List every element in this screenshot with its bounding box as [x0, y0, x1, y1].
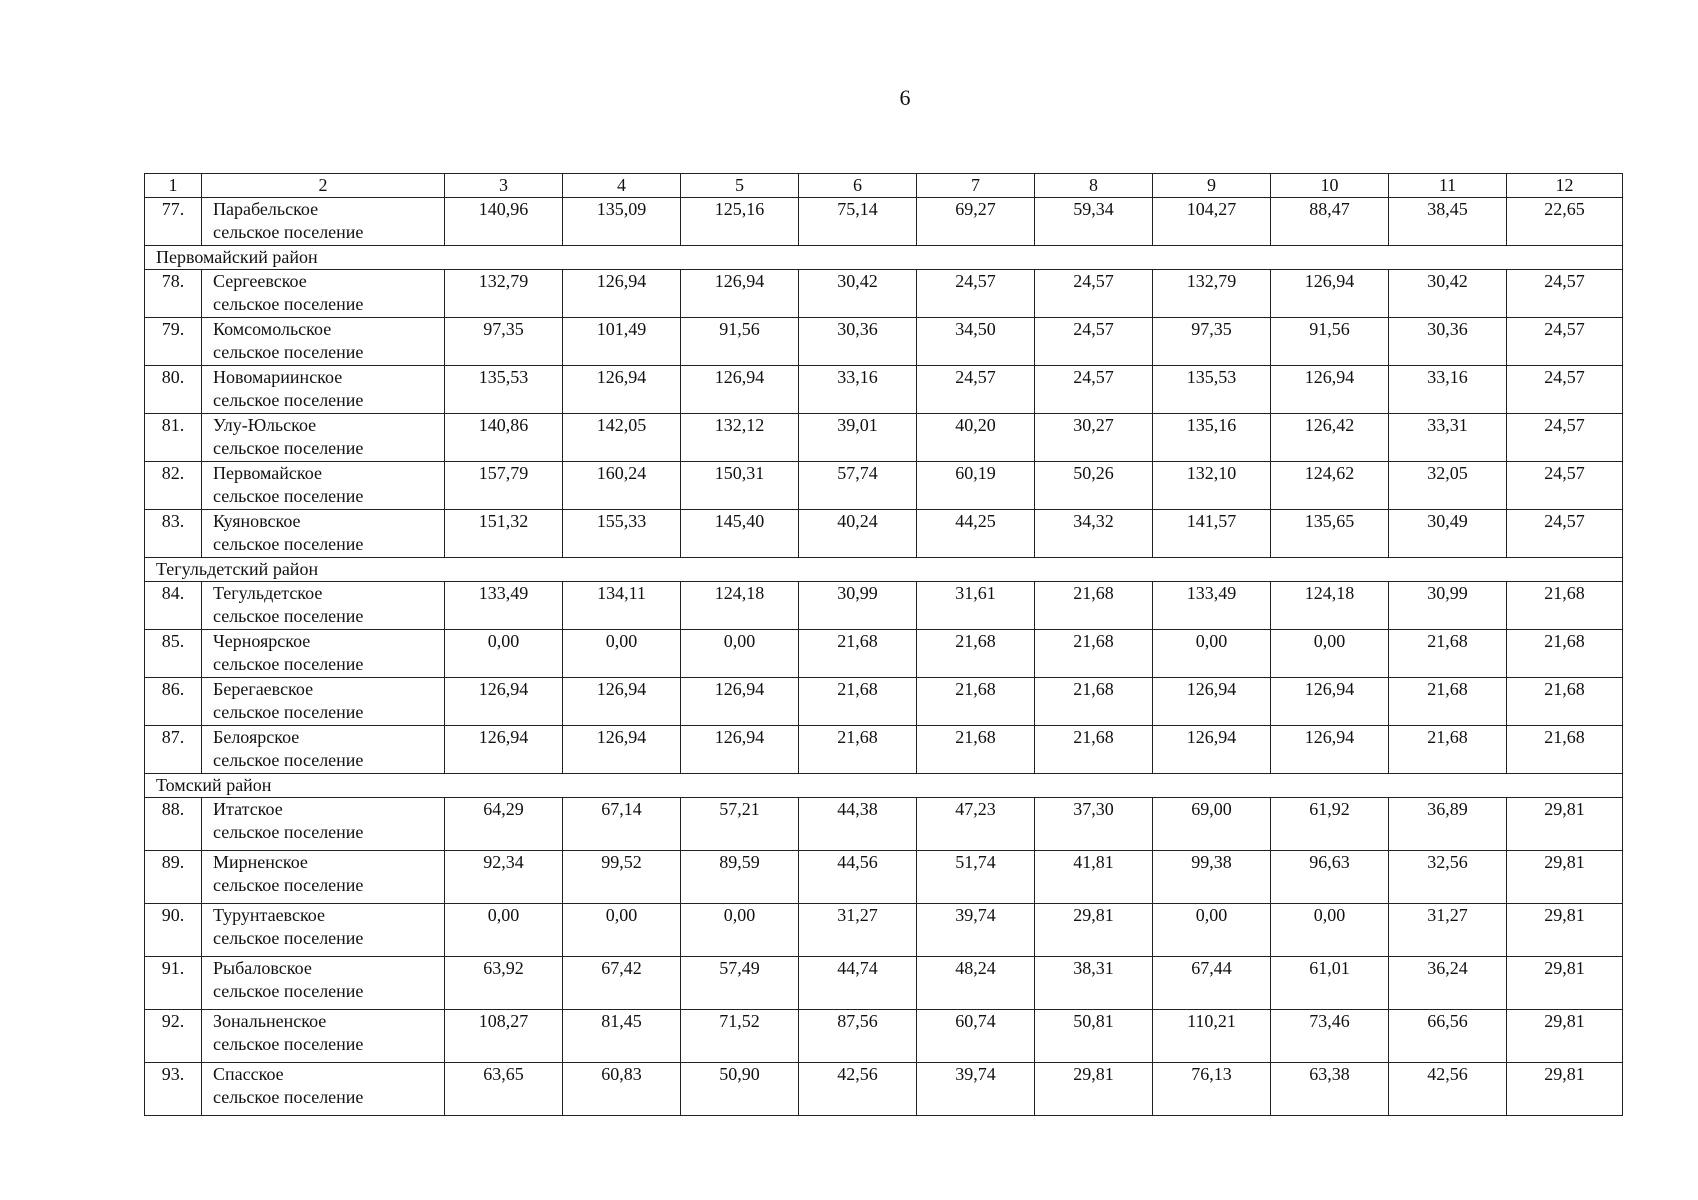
value-cell-col-4: 67,42 — [563, 957, 681, 1010]
value-cell-col-7: 39,74 — [917, 1063, 1035, 1116]
row-number: 78. — [145, 270, 202, 318]
value-cell-col-4: 0,00 — [563, 630, 681, 678]
value-cell-col-4: 81,45 — [563, 1010, 681, 1063]
value-cell-col-7: 31,61 — [917, 582, 1035, 630]
value-cell-col-12: 24,57 — [1507, 414, 1623, 462]
value-cell-col-8: 38,31 — [1035, 957, 1153, 1010]
settlement-name: Улу-Юльское — [213, 415, 317, 435]
value-cell-col-7: 39,74 — [917, 904, 1035, 957]
value-cell-col-11: 31,27 — [1389, 904, 1507, 957]
value-cell-col-12: 24,57 — [1507, 318, 1623, 366]
value-cell-col-4: 142,05 — [563, 414, 681, 462]
table-row — [145, 510, 1623, 558]
value-cell-col-4: 126,94 — [563, 366, 681, 414]
value-cell-col-8: 21,68 — [1035, 726, 1153, 774]
table-row — [145, 1010, 1623, 1063]
value-cell-col-3: 126,94 — [445, 678, 563, 726]
settlement-name: Спасское — [213, 1064, 284, 1084]
value-cell-col-7: 44,25 — [917, 510, 1035, 558]
settlement-name-cell — [202, 798, 445, 851]
value-cell-col-3: 140,86 — [445, 414, 563, 462]
value-cell-col-8: 50,26 — [1035, 462, 1153, 510]
settlement-name: Новомариинское — [213, 367, 343, 387]
row-number: 90. — [145, 904, 202, 957]
value-cell-col-3: 126,94 — [445, 726, 563, 774]
value-cell-col-12: 21,68 — [1507, 726, 1623, 774]
value-cell-col-6: 87,56 — [799, 1010, 917, 1063]
row-number: 81. — [145, 414, 202, 462]
table-row — [145, 462, 1623, 510]
value-cell-col-9: 132,10 — [1153, 462, 1271, 510]
value-cell-col-6: 21,68 — [799, 630, 917, 678]
value-cell-col-8: 21,68 — [1035, 630, 1153, 678]
value-cell-col-4: 126,94 — [563, 678, 681, 726]
value-cell-col-7: 24,57 — [917, 270, 1035, 318]
settlement-type: сельское поселение — [213, 606, 364, 626]
value-cell-col-3: 0,00 — [445, 630, 563, 678]
value-cell-col-9: 141,57 — [1153, 510, 1271, 558]
value-cell-col-11: 21,68 — [1389, 630, 1507, 678]
table-row — [145, 957, 1623, 1010]
settlement-type: сельское поселение — [213, 486, 364, 506]
value-cell-col-5: 150,31 — [681, 462, 799, 510]
table-row — [145, 1063, 1623, 1116]
value-cell-col-11: 30,99 — [1389, 582, 1507, 630]
value-cell-col-9: 0,00 — [1153, 630, 1271, 678]
row-number: 80. — [145, 366, 202, 414]
value-cell-col-8: 37,30 — [1035, 798, 1153, 851]
value-cell-col-7: 47,23 — [917, 798, 1035, 851]
value-cell-col-12: 24,57 — [1507, 462, 1623, 510]
column-header-12: 12 — [1507, 174, 1623, 198]
value-cell-col-12: 29,81 — [1507, 957, 1623, 1010]
settlement-name-cell — [202, 510, 445, 558]
column-header-11: 11 — [1389, 174, 1507, 198]
value-cell-col-10: 126,42 — [1271, 414, 1389, 462]
value-cell-col-11: 66,56 — [1389, 1010, 1507, 1063]
column-header-6: 6 — [799, 174, 917, 198]
value-cell-col-4: 101,49 — [563, 318, 681, 366]
value-cell-col-3: 151,32 — [445, 510, 563, 558]
value-cell-col-5: 89,59 — [681, 851, 799, 904]
value-cell-col-10: 0,00 — [1271, 630, 1389, 678]
settlement-name: Парабельское — [213, 199, 319, 219]
settlement-type: сельское поселение — [213, 750, 364, 770]
value-cell-col-5: 124,18 — [681, 582, 799, 630]
value-cell-col-5: 57,49 — [681, 957, 799, 1010]
settlement-name: Мирненское — [213, 852, 308, 872]
value-cell-col-11: 36,89 — [1389, 798, 1507, 851]
value-cell-col-10: 61,01 — [1271, 957, 1389, 1010]
settlement-type: сельское поселение — [213, 294, 364, 314]
value-cell-col-12: 29,81 — [1507, 904, 1623, 957]
value-cell-col-10: 135,65 — [1271, 510, 1389, 558]
column-header-4: 4 — [563, 174, 681, 198]
value-cell-col-9: 104,27 — [1153, 198, 1271, 246]
value-cell-col-9: 110,21 — [1153, 1010, 1271, 1063]
value-cell-col-3: 132,79 — [445, 270, 563, 318]
table-row — [145, 318, 1623, 366]
value-cell-col-12: 29,81 — [1507, 798, 1623, 851]
settlement-name: Белоярское — [213, 727, 300, 747]
settlement-name: Тегульдетское — [213, 583, 323, 603]
table-row — [145, 798, 1623, 851]
value-cell-col-6: 30,42 — [799, 270, 917, 318]
value-cell-col-3: 108,27 — [445, 1010, 563, 1063]
value-cell-col-5: 125,16 — [681, 198, 799, 246]
settlement-name: Комсомольское — [213, 319, 332, 339]
value-cell-col-4: 99,52 — [563, 851, 681, 904]
value-cell-col-6: 42,56 — [799, 1063, 917, 1116]
settlement-name: Турунтаевское — [213, 905, 325, 925]
value-cell-col-8: 34,32 — [1035, 510, 1153, 558]
value-cell-col-9: 133,49 — [1153, 582, 1271, 630]
value-cell-col-10: 96,63 — [1271, 851, 1389, 904]
settlement-type: сельское поселение — [213, 390, 364, 410]
value-cell-col-9: 135,16 — [1153, 414, 1271, 462]
value-cell-col-11: 32,56 — [1389, 851, 1507, 904]
row-number: 79. — [145, 318, 202, 366]
settlement-name: Сергеевское — [213, 271, 307, 291]
value-cell-col-8: 30,27 — [1035, 414, 1153, 462]
row-number: 82. — [145, 462, 202, 510]
value-cell-col-7: 21,68 — [917, 630, 1035, 678]
row-number: 77. — [145, 198, 202, 246]
value-cell-col-10: 126,94 — [1271, 366, 1389, 414]
value-cell-col-11: 32,05 — [1389, 462, 1507, 510]
table-row — [145, 630, 1623, 678]
value-cell-col-11: 38,45 — [1389, 198, 1507, 246]
settlement-name-cell — [202, 270, 445, 318]
value-cell-col-8: 24,57 — [1035, 366, 1153, 414]
settlement-type: сельское поселение — [213, 1034, 364, 1054]
column-header-7: 7 — [917, 174, 1035, 198]
value-cell-col-5: 50,90 — [681, 1063, 799, 1116]
value-cell-col-11: 33,31 — [1389, 414, 1507, 462]
value-cell-col-8: 29,81 — [1035, 904, 1153, 957]
value-cell-col-6: 33,16 — [799, 366, 917, 414]
district-name: Первомайский район — [145, 246, 1623, 270]
value-cell-col-4: 0,00 — [563, 904, 681, 957]
value-cell-col-12: 24,57 — [1507, 510, 1623, 558]
value-cell-col-9: 0,00 — [1153, 904, 1271, 957]
settlement-name-cell — [202, 630, 445, 678]
value-cell-col-9: 126,94 — [1153, 726, 1271, 774]
settlement-name: Рыбаловское — [213, 958, 312, 978]
value-cell-col-12: 21,68 — [1507, 630, 1623, 678]
value-cell-col-7: 21,68 — [917, 726, 1035, 774]
column-header-8: 8 — [1035, 174, 1153, 198]
value-cell-col-6: 40,24 — [799, 510, 917, 558]
value-cell-col-12: 21,68 — [1507, 678, 1623, 726]
value-cell-col-4: 134,11 — [563, 582, 681, 630]
value-cell-col-11: 42,56 — [1389, 1063, 1507, 1116]
settlement-name-cell — [202, 414, 445, 462]
table-row — [145, 414, 1623, 462]
district-row — [145, 558, 1623, 582]
value-cell-col-10: 88,47 — [1271, 198, 1389, 246]
settlement-name-cell — [202, 726, 445, 774]
district-name: Томский район — [145, 774, 1623, 798]
value-cell-col-11: 21,68 — [1389, 678, 1507, 726]
settlement-name-cell — [202, 851, 445, 904]
value-cell-col-12: 22,65 — [1507, 198, 1623, 246]
table-row — [145, 270, 1623, 318]
value-cell-col-6: 30,99 — [799, 582, 917, 630]
row-number: 87. — [145, 726, 202, 774]
value-cell-col-9: 69,00 — [1153, 798, 1271, 851]
value-cell-col-10: 126,94 — [1271, 726, 1389, 774]
column-header-5: 5 — [681, 174, 799, 198]
value-cell-col-10: 0,00 — [1271, 904, 1389, 957]
value-cell-col-11: 30,49 — [1389, 510, 1507, 558]
value-cell-col-7: 51,74 — [917, 851, 1035, 904]
settlement-type: сельское поселение — [213, 654, 364, 674]
value-cell-col-3: 140,96 — [445, 198, 563, 246]
value-cell-col-7: 21,68 — [917, 678, 1035, 726]
settlement-name-cell — [202, 582, 445, 630]
value-cell-col-9: 132,79 — [1153, 270, 1271, 318]
value-cell-col-4: 135,09 — [563, 198, 681, 246]
value-cell-col-12: 29,81 — [1507, 1063, 1623, 1116]
row-number: 93. — [145, 1063, 202, 1116]
value-cell-col-12: 29,81 — [1507, 851, 1623, 904]
settlement-name: Итатское — [213, 799, 283, 819]
value-cell-col-3: 0,00 — [445, 904, 563, 957]
value-cell-col-6: 30,36 — [799, 318, 917, 366]
value-cell-col-9: 135,53 — [1153, 366, 1271, 414]
settlement-name-cell — [202, 1063, 445, 1116]
table-row — [145, 582, 1623, 630]
value-cell-col-8: 21,68 — [1035, 678, 1153, 726]
value-cell-col-10: 63,38 — [1271, 1063, 1389, 1116]
value-cell-col-5: 126,94 — [681, 270, 799, 318]
value-cell-col-9: 99,38 — [1153, 851, 1271, 904]
value-cell-col-12: 29,81 — [1507, 1010, 1623, 1063]
value-cell-col-4: 67,14 — [563, 798, 681, 851]
column-header-10: 10 — [1271, 174, 1389, 198]
value-cell-col-3: 92,34 — [445, 851, 563, 904]
district-name: Тегульдетский район — [145, 558, 1623, 582]
settlement-name-cell — [202, 1010, 445, 1063]
table-row — [145, 904, 1623, 957]
value-cell-col-11: 30,36 — [1389, 318, 1507, 366]
value-cell-col-4: 160,24 — [563, 462, 681, 510]
row-number: 84. — [145, 582, 202, 630]
value-cell-col-11: 21,68 — [1389, 726, 1507, 774]
value-cell-col-9: 76,13 — [1153, 1063, 1271, 1116]
district-row — [145, 774, 1623, 798]
value-cell-col-3: 157,79 — [445, 462, 563, 510]
value-cell-col-12: 24,57 — [1507, 270, 1623, 318]
table-row — [145, 851, 1623, 904]
settlement-type: сельское поселение — [213, 875, 364, 895]
value-cell-col-7: 40,20 — [917, 414, 1035, 462]
value-cell-col-10: 91,56 — [1271, 318, 1389, 366]
settlement-name-cell — [202, 198, 445, 246]
value-cell-col-12: 21,68 — [1507, 582, 1623, 630]
value-cell-col-8: 24,57 — [1035, 270, 1153, 318]
settlement-type: сельское поселение — [213, 822, 364, 842]
settlement-name-cell — [202, 957, 445, 1010]
value-cell-col-11: 33,16 — [1389, 366, 1507, 414]
row-number: 92. — [145, 1010, 202, 1063]
settlement-name-cell — [202, 678, 445, 726]
row-number: 88. — [145, 798, 202, 851]
value-cell-col-10: 73,46 — [1271, 1010, 1389, 1063]
value-cell-col-6: 75,14 — [799, 198, 917, 246]
header-row — [145, 174, 1623, 198]
value-cell-col-5: 57,21 — [681, 798, 799, 851]
value-cell-col-3: 133,49 — [445, 582, 563, 630]
row-number: 85. — [145, 630, 202, 678]
column-header-3: 3 — [445, 174, 563, 198]
value-cell-col-6: 31,27 — [799, 904, 917, 957]
settlement-type: сельское поселение — [213, 534, 364, 554]
value-cell-col-5: 126,94 — [681, 366, 799, 414]
value-cell-col-7: 60,74 — [917, 1010, 1035, 1063]
settlement-type: сельское поселение — [213, 928, 364, 948]
value-cell-col-3: 63,65 — [445, 1063, 563, 1116]
value-cell-col-11: 30,42 — [1389, 270, 1507, 318]
settlement-name: Зональненское — [213, 1011, 327, 1031]
data-table — [144, 173, 1623, 1116]
value-cell-col-4: 126,94 — [563, 270, 681, 318]
value-cell-col-9: 67,44 — [1153, 957, 1271, 1010]
value-cell-col-3: 64,29 — [445, 798, 563, 851]
value-cell-col-4: 126,94 — [563, 726, 681, 774]
value-cell-col-5: 126,94 — [681, 678, 799, 726]
value-cell-col-3: 135,53 — [445, 366, 563, 414]
table-row — [145, 678, 1623, 726]
value-cell-col-8: 21,68 — [1035, 582, 1153, 630]
settlement-name: Берегаевское — [213, 679, 314, 699]
row-number: 91. — [145, 957, 202, 1010]
value-cell-col-5: 0,00 — [681, 904, 799, 957]
settlement-name-cell — [202, 904, 445, 957]
district-row — [145, 246, 1623, 270]
value-cell-col-8: 24,57 — [1035, 318, 1153, 366]
page-number: 6 — [899, 85, 911, 110]
value-cell-col-10: 124,18 — [1271, 582, 1389, 630]
settlement-name-cell — [202, 462, 445, 510]
value-cell-col-6: 44,74 — [799, 957, 917, 1010]
value-cell-col-9: 126,94 — [1153, 678, 1271, 726]
value-cell-col-6: 21,68 — [799, 726, 917, 774]
value-cell-col-6: 44,38 — [799, 798, 917, 851]
value-cell-col-5: 91,56 — [681, 318, 799, 366]
value-cell-col-8: 29,81 — [1035, 1063, 1153, 1116]
table-row — [145, 198, 1623, 246]
value-cell-col-7: 69,27 — [917, 198, 1035, 246]
row-number: 83. — [145, 510, 202, 558]
value-cell-col-10: 126,94 — [1271, 678, 1389, 726]
settlement-name-cell — [202, 318, 445, 366]
value-cell-col-8: 50,81 — [1035, 1010, 1153, 1063]
settlement-type: сельское поселение — [213, 1087, 364, 1107]
row-number: 89. — [145, 851, 202, 904]
value-cell-col-10: 124,62 — [1271, 462, 1389, 510]
row-number: 86. — [145, 678, 202, 726]
value-cell-col-7: 34,50 — [917, 318, 1035, 366]
value-cell-col-12: 24,57 — [1507, 366, 1623, 414]
value-cell-col-4: 60,83 — [563, 1063, 681, 1116]
value-cell-col-5: 71,52 — [681, 1010, 799, 1063]
value-cell-col-11: 36,24 — [1389, 957, 1507, 1010]
settlement-name: Куяновское — [213, 511, 301, 531]
value-cell-col-5: 132,12 — [681, 414, 799, 462]
value-cell-col-3: 63,92 — [445, 957, 563, 1010]
settlement-name: Первомайское — [213, 463, 322, 483]
column-header-9: 9 — [1153, 174, 1271, 198]
settlement-type: сельское поселение — [213, 702, 364, 722]
table-row — [145, 366, 1623, 414]
value-cell-col-6: 21,68 — [799, 678, 917, 726]
value-cell-col-7: 48,24 — [917, 957, 1035, 1010]
value-cell-col-8: 59,34 — [1035, 198, 1153, 246]
value-cell-col-9: 97,35 — [1153, 318, 1271, 366]
value-cell-col-3: 97,35 — [445, 318, 563, 366]
column-header-1: 1 — [145, 174, 202, 198]
column-header-2: 2 — [202, 174, 445, 198]
value-cell-col-5: 0,00 — [681, 630, 799, 678]
value-cell-col-4: 155,33 — [563, 510, 681, 558]
value-cell-col-10: 61,92 — [1271, 798, 1389, 851]
settlement-type: сельское поселение — [213, 438, 364, 458]
value-cell-col-5: 126,94 — [681, 726, 799, 774]
value-cell-col-8: 41,81 — [1035, 851, 1153, 904]
value-cell-col-6: 57,74 — [799, 462, 917, 510]
value-cell-col-10: 126,94 — [1271, 270, 1389, 318]
table-row — [145, 726, 1623, 774]
value-cell-col-7: 24,57 — [917, 366, 1035, 414]
value-cell-col-6: 39,01 — [799, 414, 917, 462]
settlement-type: сельское поселение — [213, 981, 364, 1001]
value-cell-col-5: 145,40 — [681, 510, 799, 558]
settlement-name: Черноярское — [213, 631, 311, 651]
value-cell-col-6: 44,56 — [799, 851, 917, 904]
settlement-name-cell — [202, 366, 445, 414]
value-cell-col-7: 60,19 — [917, 462, 1035, 510]
settlement-type: сельское поселение — [213, 222, 364, 242]
settlement-type: сельское поселение — [213, 342, 364, 362]
